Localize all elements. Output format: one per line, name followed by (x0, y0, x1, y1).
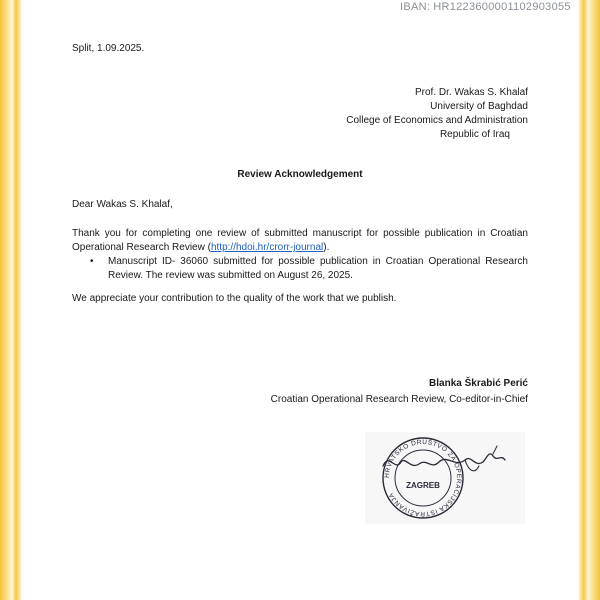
bullet-dot-icon: • (90, 256, 94, 267)
iban-label: IBAN: (400, 1, 431, 13)
left-decorative-border (0, 0, 22, 600)
right-decorative-border (578, 0, 600, 600)
recipient-college: College of Economics and Administration (346, 115, 528, 126)
salutation: Dear Wakas S. Khalaf, (72, 199, 173, 210)
signature-and-stamp (365, 432, 525, 524)
recipient-name: Prof. Dr. Wakas S. Khalaf (414, 87, 528, 98)
signer-role: Croatian Operational Research Review, Co-editor-in-Chief (270, 394, 528, 405)
appreciation-text: We appreciate your contribution to the quality of the work that we publish. (72, 293, 397, 304)
bullet-text: Manuscript ID- 36060 submitted for possible publication in Croatian Operational Research Review. The review was submitted on August 26, 2025. (108, 256, 528, 281)
iban-header (400, 1, 571, 13)
recipient-university: University of Baghdad (430, 101, 528, 112)
official-stamp-icon (365, 432, 525, 524)
manuscript-bullet (90, 255, 528, 283)
signer-name: Blanka Škrabić Perić (429, 378, 528, 389)
svg-text:HRVATSKO DRUŠTVO ZA OPERACIJSK: HRVATSKO DRUŠTVO ZA OPERACIJSKA ISTRAŽIVANJA (383, 438, 463, 518)
recipient-country: Republic of Iraq (439, 129, 510, 140)
iban-value: HR1223600001102903055 (433, 1, 571, 13)
svg-text:ZAGREB: ZAGREB (406, 481, 440, 490)
place-date: Split, 1.09.2025. (72, 43, 145, 54)
journal-link[interactable]: http://hdoi.hr/crorr-journal (210, 242, 324, 253)
recipient-address (268, 86, 528, 142)
letter-title: Review Acknowledgement (237, 169, 363, 180)
body-paragraph (72, 227, 528, 255)
body-text-after-link: ). (323, 242, 330, 253)
body-text-before-link: Thank you for completing one review of submitted manuscript for possible publication in Croatian Operational Research Review ( (72, 228, 528, 253)
